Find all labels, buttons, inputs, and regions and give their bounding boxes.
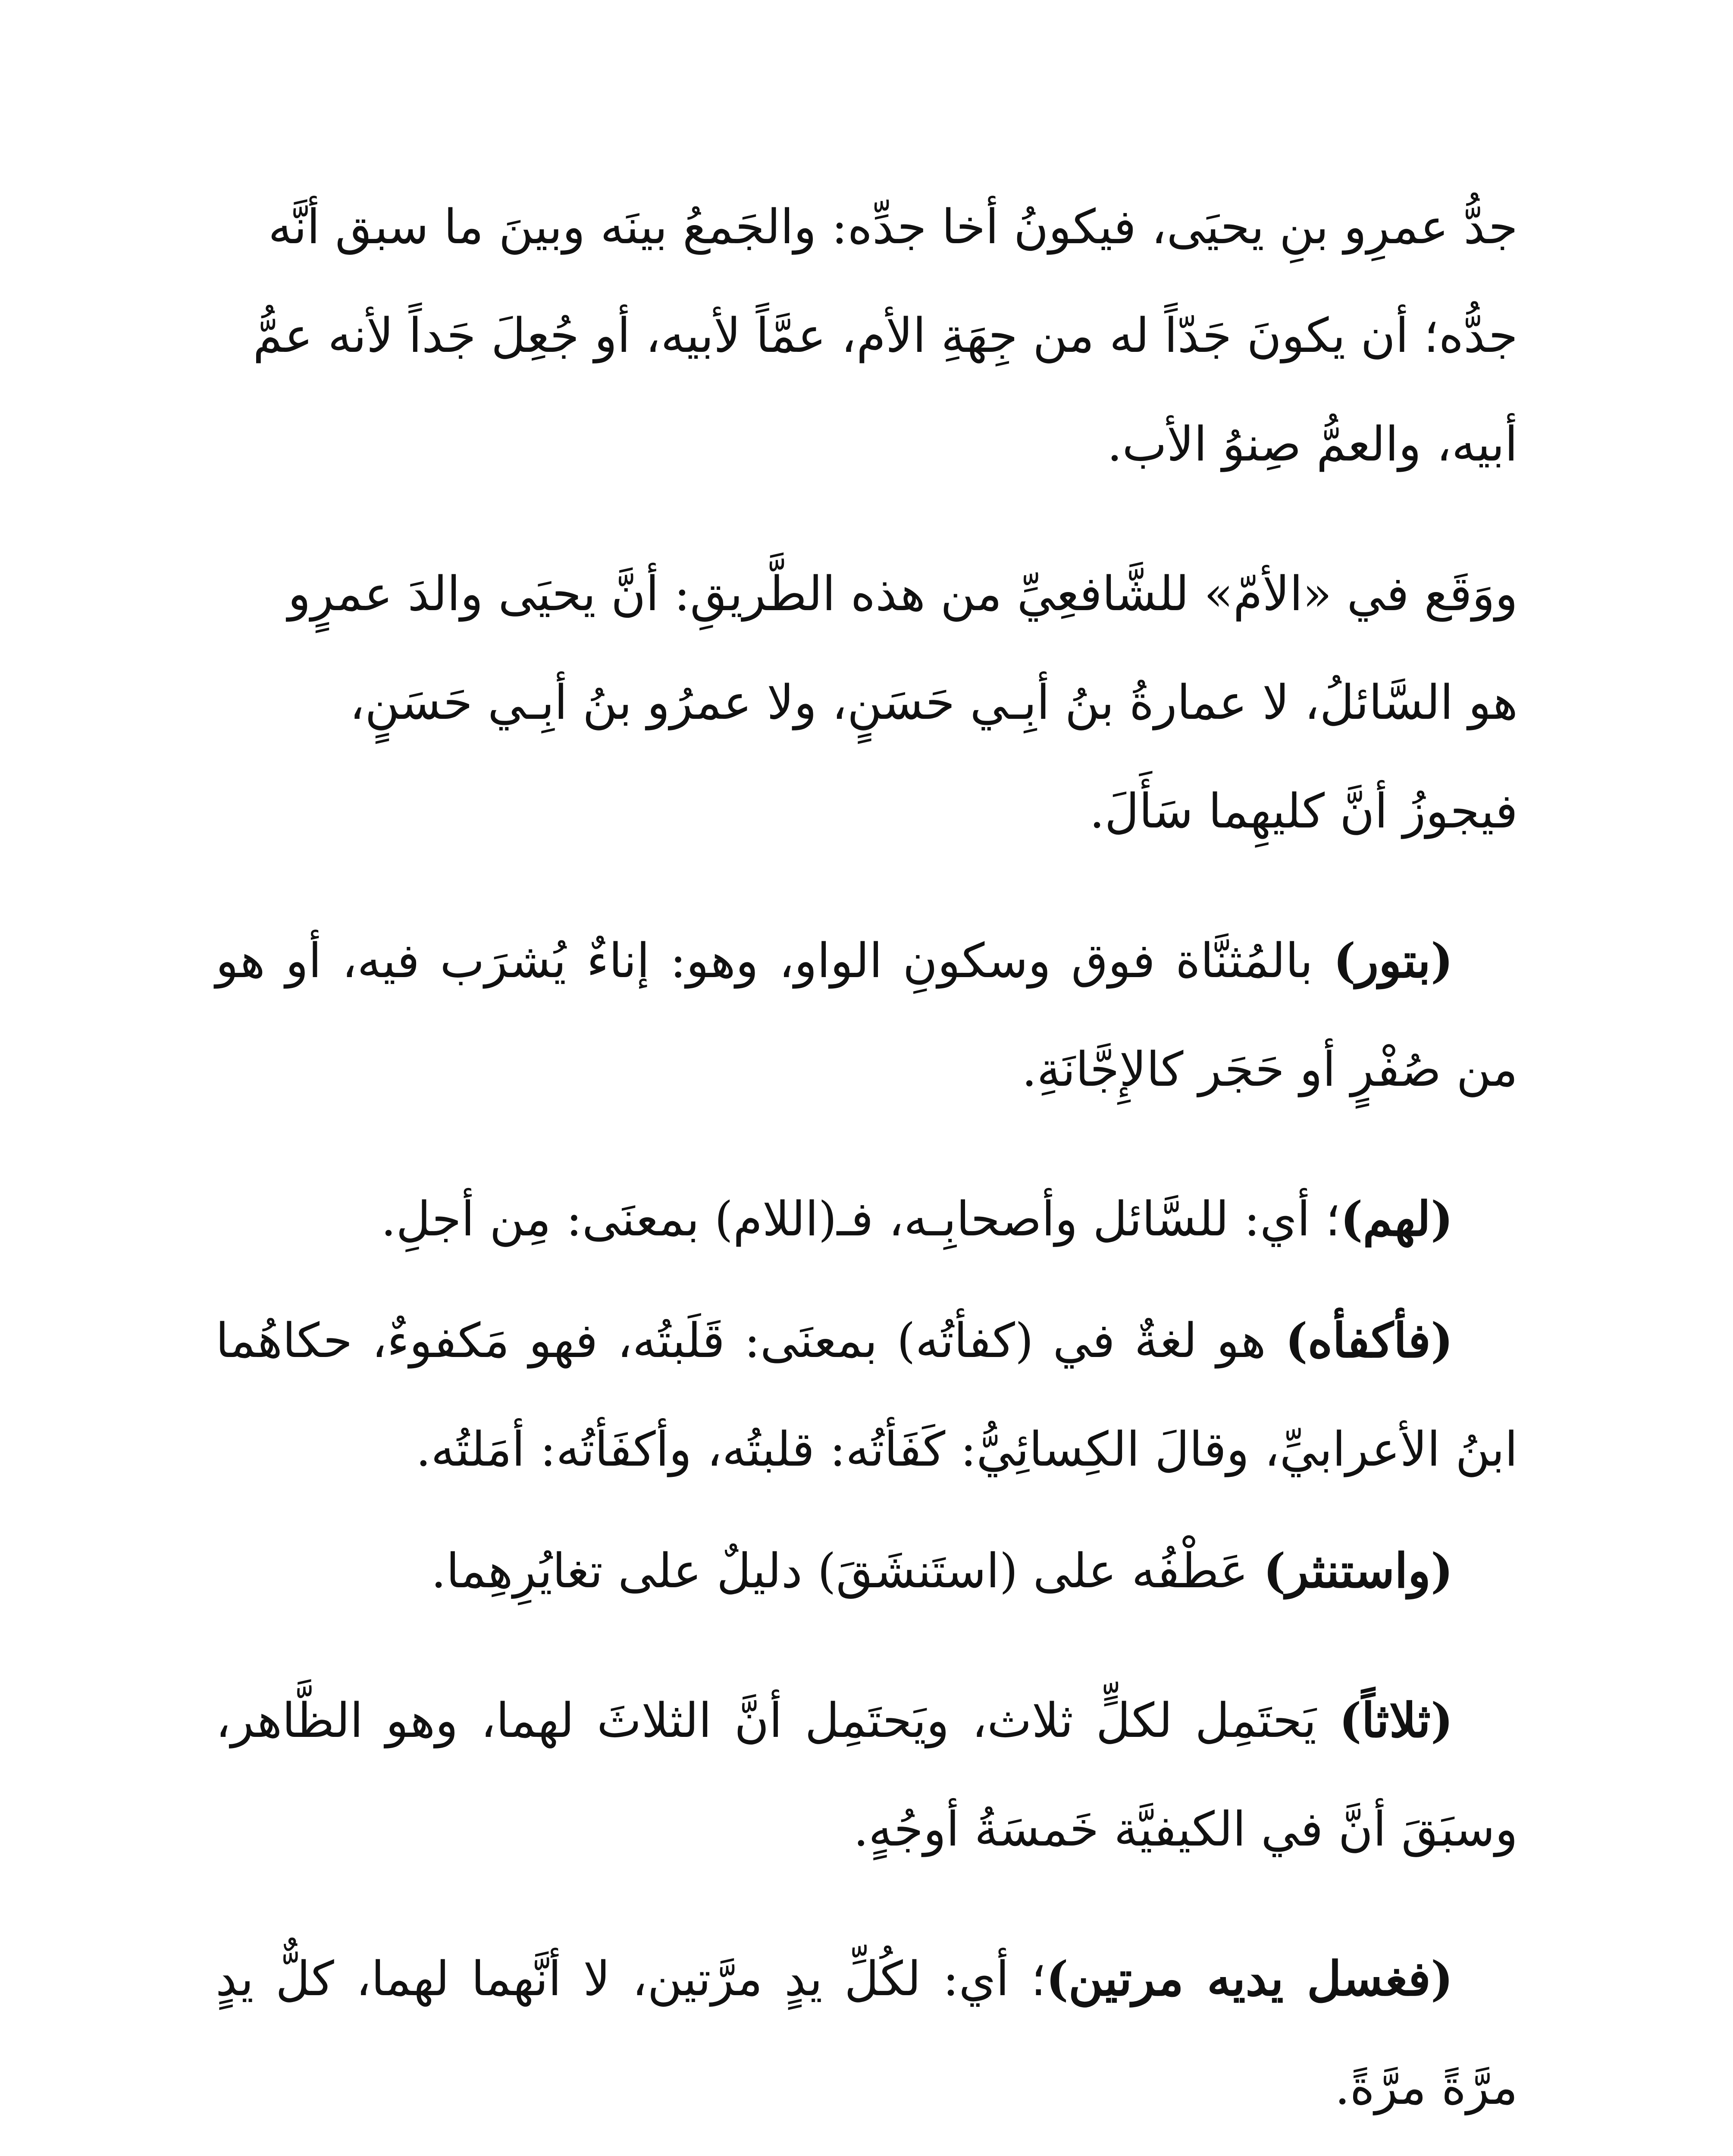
text-line: هو السَّائلُ، لا عمارةُ بنُ أبِـي حَسَنٍ، ولا عمرُو بنُ أبِـي حَسَنٍ، [349, 675, 1518, 730]
gloss-text: يَحتَمِل لكلٍّ ثلاث، ويَحتَمِل أنَّ الثلاثَ لهما، وهو الظَّاهر، وسبَقَ أنَّ في الكيفيَّة خَمسَةُ أوجُهٍ. [216, 1693, 1518, 1857]
paragraph-2 [216, 539, 1518, 865]
paragraph-1 [216, 172, 1518, 498]
gloss-paragraph-fakfaah [216, 1286, 1518, 1504]
gloss-paragraph-faghasala [216, 1924, 1518, 2142]
gloss-term: (بتور) [1333, 933, 1453, 988]
text-line: فيجوزُ أنَّ كليهِما سَأَلَ. [1089, 783, 1518, 839]
gloss-text: ؛ أي: للسَّائل وأصحابِـه، فـ(اللام) بمعنَى: مِن أجلِ. [381, 1191, 1341, 1247]
gloss-text: ؛ أي: لكُلِّ يدٍ مرَّتين، لا أنَّهما لهما، كلٌّ يدٍ مرَّةً مرَّةً. [216, 1951, 1518, 2115]
gloss-term: (ثلاثاً) [1339, 1692, 1453, 1748]
text-line: ووَقَع في «الأمّ» للشَّافعِيِّ من هذه الطَّريقِ: أنَّ يحيَى والدَ عمرٍو [288, 566, 1518, 621]
gloss-paragraph-thalathan [216, 1666, 1518, 1883]
gloss-paragraph-wastanthar [216, 1517, 1518, 1625]
text-line: جدُّه؛ أن يكونَ جَدّاً له من جِهَةِ الأم، عمَّاً لأبيه، أو جُعِلَ جَداً لأنه عمُّ [253, 308, 1518, 363]
gloss-term: (لهم) [1340, 1191, 1453, 1247]
document-page [216, 172, 1518, 2156]
text-line: أبيه، والعمُّ صِنوُ الأب. [1107, 417, 1518, 472]
gloss-term: (فغسل يديه مرتين) [1046, 1951, 1453, 2006]
gloss-text: بالمُثنَّاة فوق وسكونِ الواو، وهو: إناءٌ يُشرَب فيه، أو هو من صُفْرٍ أو حَجَر كالإِجَّانَةِ. [216, 933, 1518, 1097]
gloss-term: (فأكفأه) [1285, 1313, 1453, 1368]
text-line: جدُّ عمرِو بنِ يحيَى، فيكونُ أخا جدِّه: والجَمعُ بينَه وبينَ ما سبق أنَّه [268, 199, 1518, 254]
gloss-term: (واستنثر) [1263, 1543, 1453, 1598]
gloss-text: عَطْفُه على (استَنشَقَ) دليلٌ على تغايُرِهِما. [431, 1543, 1263, 1598]
gloss-paragraph-batur [216, 906, 1518, 1124]
gloss-text: هو لغةٌ في (كفأتُه) بمعنَى: قَلَبتُه، فهو مَكفوءٌ، حكاهُما ابنُ الأعرابيِّ، وقالَ الكِسائِيُّ: كَفَأتُه: قلبتُه، وأكفَأتُه: أمَلتُه. [216, 1313, 1518, 1477]
gloss-paragraph-lahum [216, 1165, 1518, 1273]
